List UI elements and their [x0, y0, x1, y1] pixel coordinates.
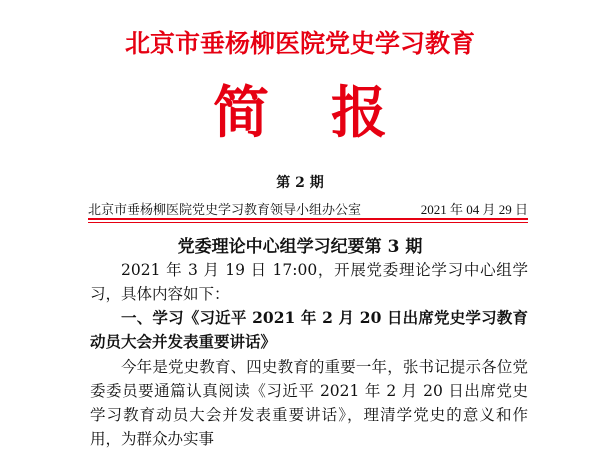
organization-title: 北京市垂杨柳医院党史学习教育 [124, 29, 475, 58]
paragraph-section-1: 今年是党史教育、四史教育的重要一年，张书记提示各位党委委员要通篇认真阅读《习近平 2021 年 2 月 20 日出席党史学习教育动员大会并发表重要讲话》，理清学党史的意义和作用，为群众办实事 [90, 358, 528, 448]
issuer-name: 北京市垂杨柳医院党史学习教育领导小组办公室 [88, 202, 362, 217]
section-heading-1: 一、学习《习近平 2021 年 2 月 20 日出席党史学习教育动员大会并发表重要讲话》 [90, 308, 528, 351]
issue-date: 2021 年 04 月 29 日 [420, 202, 528, 217]
issuer-row [88, 199, 528, 219]
brief-title: 简报 [213, 80, 449, 146]
red-rule-thin [88, 222, 528, 223]
article-title: 党委理论中心组学习纪要第 3 期 [177, 237, 423, 257]
paragraph-intro: 2021 年 3 月 19 日 17:00，开展党委理论学习中心组学习，具体内容如下： [90, 261, 528, 303]
issue-number: 第 2 期 [276, 175, 324, 191]
red-rule-thick [88, 218, 528, 220]
